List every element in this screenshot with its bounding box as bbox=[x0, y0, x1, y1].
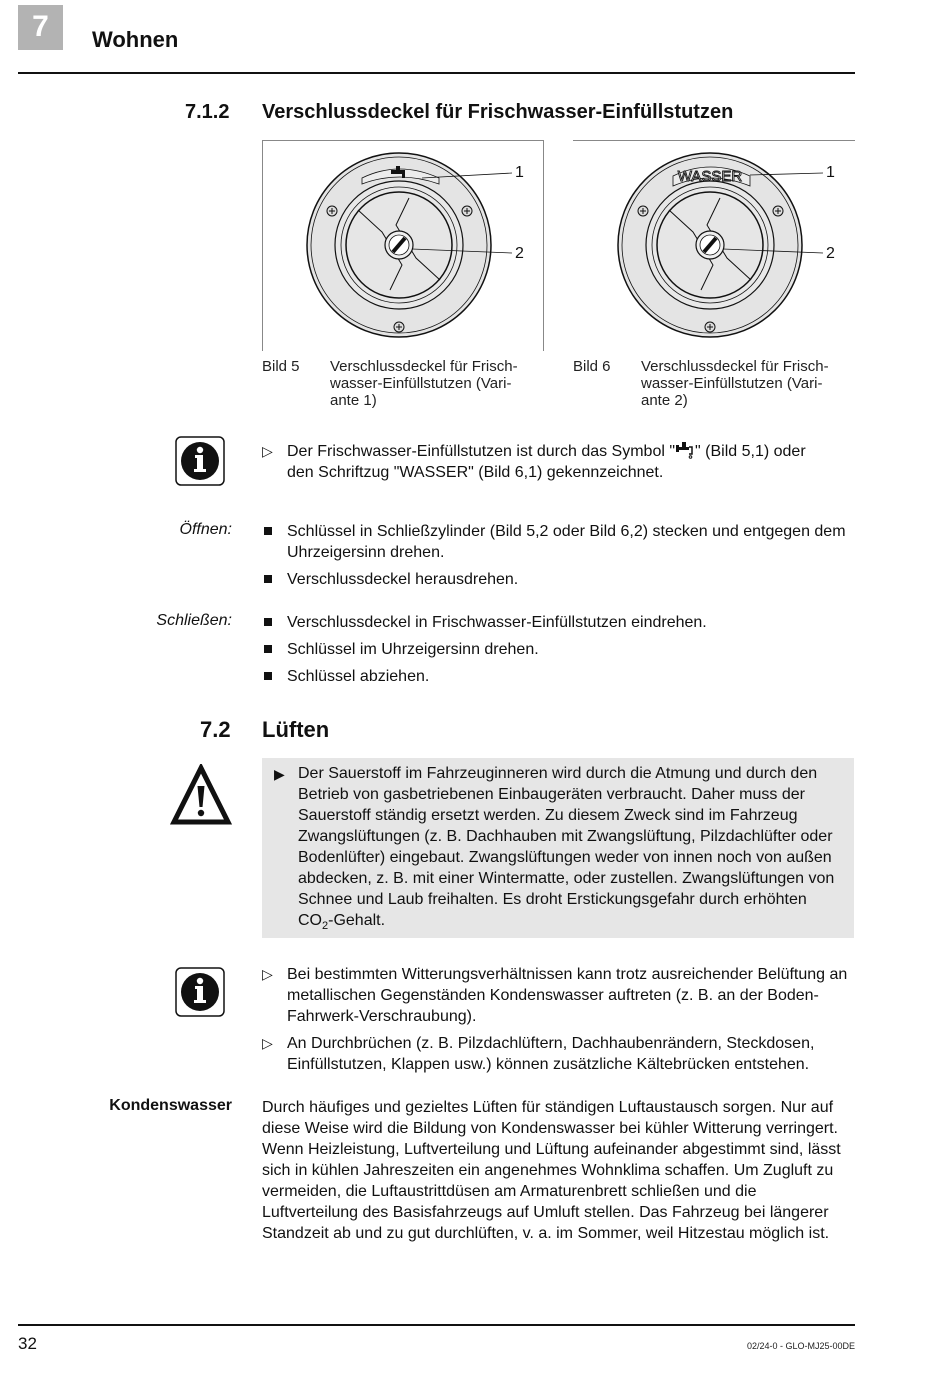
hollow-triangle-bullet-icon: ▷ bbox=[262, 1035, 273, 1051]
header-rule bbox=[18, 72, 855, 74]
figure-6-drawing bbox=[573, 140, 863, 350]
callout-1: 1 bbox=[515, 164, 524, 181]
figure-label: Bild 5 bbox=[262, 358, 300, 375]
chapter-title: Wohnen bbox=[92, 27, 179, 52]
screw bbox=[638, 206, 648, 216]
caption-line: Verschlussdeckel für Frisch- bbox=[330, 358, 518, 375]
list-item: ▷ Bei bestimmten Witterungsverhältnissen kann trotz ausreichender Belüftung an metallischen Gegenständen Kondenswasser auftreten (z. B. an der Boden-Fahrwerk-Verschraubung). bbox=[262, 966, 848, 1025]
list-item: Verschlussdeckel in Frischwasser-Einfüllstutzen eindrehen. bbox=[262, 612, 857, 633]
warning-text: ▶ Der Sauerstoff im Fahrzeuginneren wird durch die Atmung und durch den Betrieb von gasbetriebenen Einbaugeräten verbraucht. Daher muss der Sauerstoff ständig ersetzt werden. Zu diesem Zweck sind im Fahrzeug Zwangslüftungen (z. B. Dachhauben mit Zwangslüftung, Pilzdachlüfter oder Bodenlüfter) eingebaut. Zwangslüftungen weder von innen noch von außen abdecken, z. B. mit einer Wintermatte, oder zustellen. Zwangslüftungen von Schnee und Laub freihalten. Es droht Erstickungsgefahr durch erhöhten $CO_2$-Gehalt. bbox=[274, 765, 835, 933]
callout-2: 2 bbox=[826, 245, 835, 262]
info-icon bbox=[175, 967, 225, 1017]
screw bbox=[705, 322, 715, 332]
filler-cap-illustration bbox=[618, 153, 823, 337]
info-note-1 bbox=[262, 441, 857, 489]
open-label: Öffnen: bbox=[179, 521, 232, 538]
caption-line: ante 2) bbox=[641, 392, 688, 409]
list-item: Schlüssel in Schließzylinder (Bild 5,2 oder Bild 6,2) stecken und entgegen dem Uhrzeigersinn drehen. bbox=[262, 521, 857, 563]
filler-cap-illustration bbox=[307, 153, 512, 337]
page-number: 32 bbox=[18, 1334, 37, 1353]
caption-line: ante 1) bbox=[330, 392, 377, 409]
wasser-marking: WASSER bbox=[677, 168, 743, 185]
section-title: Verschlussdeckel für Frischwasser-Einfüllstutzen bbox=[262, 101, 734, 123]
list-item: ▷ An Durchbrüchen (z. B. Pilzdachlüftern, Dachhaubenrändern, Steckdosen, Einfüllstutzen, Klappen usw.) können zusätzliche Kältebrücken entstehen. bbox=[262, 1035, 815, 1073]
section-number: 7.1.2 bbox=[185, 101, 230, 123]
open-steps-list bbox=[262, 521, 857, 596]
figure-5-drawing bbox=[262, 140, 552, 350]
screw bbox=[327, 206, 337, 216]
info-icon bbox=[175, 436, 225, 486]
document-code: 02/24-0 - GLO-MJ25-00DE bbox=[746, 1341, 855, 1351]
list-item: Schlüssel abziehen. bbox=[262, 666, 857, 687]
section-number: 7.2 bbox=[200, 717, 231, 742]
tap-symbol-icon bbox=[675, 441, 695, 459]
warning-triangle-icon bbox=[170, 764, 232, 826]
figure-label: Bild 6 bbox=[573, 358, 611, 375]
list-item: Schlüssel im Uhrzeigersinn drehen. bbox=[262, 639, 857, 660]
callout-2: 2 bbox=[515, 245, 524, 262]
section-title: Lüften bbox=[262, 717, 330, 742]
figure-6-caption bbox=[573, 358, 841, 409]
hollow-triangle-bullet-icon: ▷ bbox=[262, 966, 273, 982]
list-item: Verschlussdeckel herausdrehen. bbox=[262, 569, 857, 590]
figure-5-caption bbox=[262, 358, 530, 409]
kondenswasser-text: Durch häufiges und gezieltes Lüften für ständigen Luftaustausch sorgen. Nur auf diese Weise wird die Bildung von Kondenswasser bei kühler Witterung verringert. Wenn Heizleistung, Luftverteilung und Lüftung aufeinander abgestimmt sind, lässt sich in kühlen Jahreszeiten ein angenehmes Wohnklima schaffen. Um Zugluft zu vermeiden, die Luftaustrittdüsen am Armaturenbrett schließen und die Luftverteilung des Basisfahrzeugs auf Umluft stellen. Das Fahrzeug bei längerer Standzeit ab und zu gut durchlüften, v. a. im Sommer, weil Hitzestau möglich ist. bbox=[262, 1099, 841, 1242]
close-steps-list bbox=[262, 612, 857, 693]
info-note-2 bbox=[262, 964, 857, 1081]
caption-line: wasser-Einfüllstutzen (Vari- bbox=[641, 375, 823, 392]
caption-line: Verschlussdeckel für Frisch- bbox=[641, 358, 829, 375]
screw bbox=[394, 322, 404, 332]
hollow-triangle-bullet-icon: ▷ bbox=[262, 443, 273, 459]
screw bbox=[462, 206, 472, 216]
solid-triangle-bullet-icon: ▶ bbox=[274, 766, 285, 782]
kondenswasser-label: Kondenswasser bbox=[109, 1097, 232, 1114]
chapter-number-box bbox=[18, 5, 63, 50]
screw bbox=[773, 206, 783, 216]
close-label: Schließen: bbox=[156, 612, 232, 629]
callout-1: 1 bbox=[826, 164, 835, 181]
footer-rule bbox=[18, 1324, 855, 1326]
warning-box bbox=[262, 758, 854, 938]
chapter-number: 7 bbox=[32, 10, 49, 43]
list-item: ▷ Der Frischwasser-Einfüllstutzen ist durch das Symbol " " (Bild 5,1) oder den Schriftzug "WASSER" (Bild 6,1) gekennzeichnet. bbox=[262, 443, 806, 481]
caption-line: wasser-Einfüllstutzen (Vari- bbox=[330, 375, 512, 392]
